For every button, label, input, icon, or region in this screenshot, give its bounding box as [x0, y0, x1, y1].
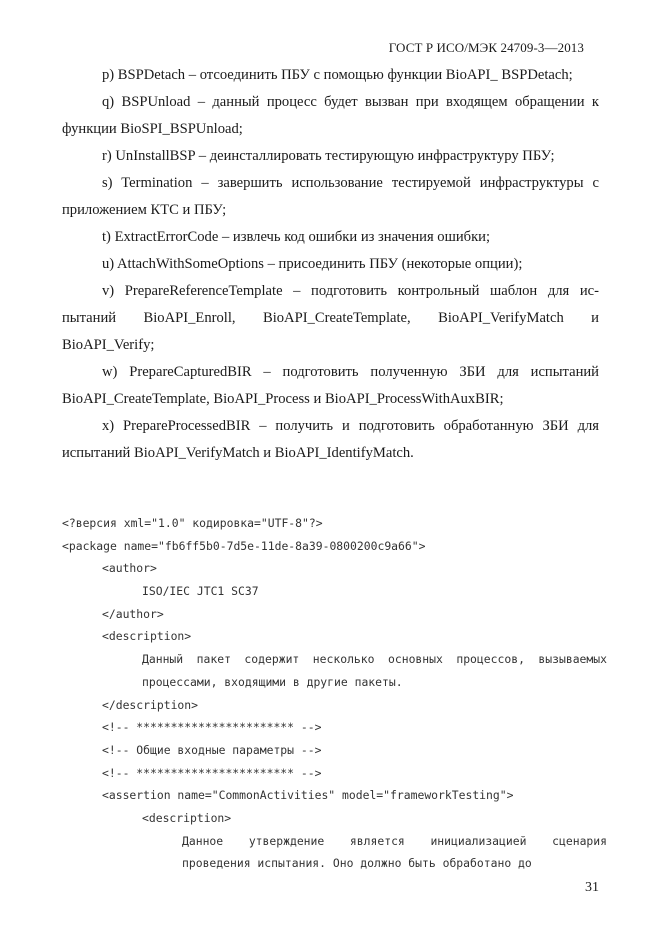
code-line: <?версия xml="1.0" кодировка="UTF-8"?>	[62, 516, 323, 530]
code-line: <package name="fb6ff5b0-7d5e-11de-8a39-0800200c9a66">	[62, 538, 426, 553]
code-line: <!-- *********************** -->	[102, 720, 322, 735]
list-item-q: q) BSPUnload – данный процесс будет вызван при входящем обращении к функции BioSPI_BSPUnload;	[62, 94, 599, 137]
code-line: <!-- Общие входные параметры -->	[102, 742, 322, 757]
standard-header: ГОСТ Р ИСО/МЭК 24709-3—2013	[388, 40, 584, 55]
list-item-u: u) AttachWithSomeOptions – присоединить ПБУ (некоторые опции);	[102, 256, 523, 272]
code-line: <!-- *********************** -->	[102, 765, 322, 780]
code-line: <description>	[102, 629, 192, 644]
list-item-p: p) BSPDetach – отсоединить ПБУ с помощью функции BioAPI_ BSPDetach;	[102, 67, 573, 83]
code-line: <author>	[102, 561, 157, 576]
code-line: <assertion name="CommonActivities" model="frameworkTesting">	[102, 788, 514, 803]
list-item-t: t) ExtractErrorCode – извлечь код ошибки из значения ошибки;	[102, 229, 491, 245]
code-line: </description>	[102, 697, 199, 712]
list-item-r: r) UnInstallBSP – деинсталлировать тестирующую инфраструктуру ПБУ;	[102, 148, 555, 164]
code-line: Данное утверждение является инициализацией сценария проведения испытания. Оно должно быть обработано до	[182, 833, 607, 871]
list-item-x: x) PrepareProcessedBIR – получить и подготовить обработанную ЗБИ для испытаний BioAPI_VerifyMatch и BioAPI_IdentifyMatch.	[62, 418, 599, 461]
code-line: Данный пакет содержит несколько основных процессов, вызываемых процессами, входящими в другие пакеты.	[142, 652, 607, 689]
list-item-s: s) Termination – завершить использование тестируемой инфраструктуры с приложением КТС и ПБУ;	[62, 175, 599, 218]
page-number: 31	[585, 880, 599, 895]
list-item-w: w) PrepareCapturedBIR – подготовить полученную ЗБИ для испытаний BioAPI_CreateTemplate, BioAPI_Process и BioAPI_ProcessWithAuxBIR;	[62, 364, 599, 407]
xml-code-block	[62, 512, 607, 875]
list-item-v: v) PrepareReferenceTemplate – подготовить контрольный шаблон для испытаний BioAPI_Enroll, BioAPI_CreateTemplate, BioAPI_VerifyMatch и BioAPI_Verify;	[62, 283, 599, 353]
list-items	[62, 62, 599, 467]
code-line: ISO/IEC JTC1 SC37	[142, 584, 259, 599]
code-line: </author>	[102, 606, 164, 621]
code-line: <description>	[142, 810, 232, 825]
